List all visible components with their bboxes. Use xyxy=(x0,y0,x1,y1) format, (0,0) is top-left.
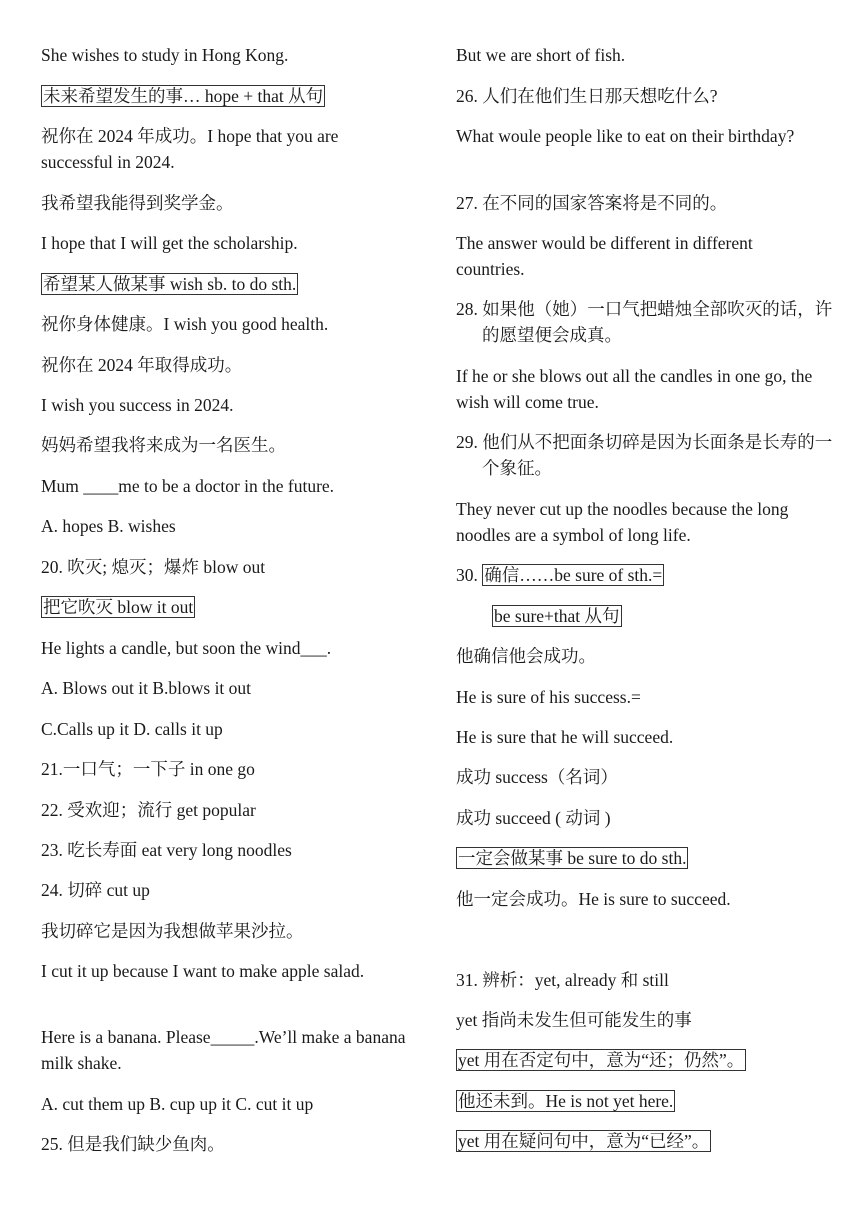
text-line: 27. 在不同的国家答案将是不同的。 xyxy=(456,193,728,213)
text-line: I wish you success in 2024. xyxy=(41,395,234,415)
boxed-note-text: 一定会做某事 be sure to do sth. xyxy=(458,848,687,868)
text-line: He lights a candle, but soon the wind___. xyxy=(41,638,332,658)
text-line: yet 指尚未发生但可能发生的事 xyxy=(456,1010,692,1030)
text-line: 成功 success（名词） xyxy=(456,767,618,787)
text-line: What woule people like to eat on their birthday? xyxy=(456,126,795,146)
boxed-note xyxy=(41,83,325,109)
text-line: 24. 切碎 cut up xyxy=(41,880,150,900)
boxed-note-text: yet 用在疑问句中，意为“已经”。 xyxy=(458,1131,710,1151)
text-line: He is sure that he will succeed. xyxy=(456,727,674,747)
text-line: They never cut up the noodles because the long noodles are a symbol of long life. xyxy=(456,499,789,545)
text-line: 祝你在 2024 年成功。I hope that you are successful in 2024. xyxy=(41,126,339,172)
text-line: 26. 人们在他们生日那天想吃什么? xyxy=(456,86,718,106)
boxed-note-text: be sure+that 从句 xyxy=(494,606,620,626)
text-line: Here is a banana. Please_____.We’ll make a banana milk shake. xyxy=(41,1027,406,1073)
text-line: 22. 受欢迎；流行 get popular xyxy=(41,800,256,820)
text-line: A. hopes B. wishes xyxy=(41,516,176,536)
text-line: A. cut them up B. cup up it C. cut it up xyxy=(41,1094,314,1114)
boxed-note xyxy=(41,271,298,297)
text-line: 29. 他们从不把面条切碎是因为长面条是长寿的一个象征。 xyxy=(456,432,833,478)
text-line: I hope that I will get the scholarship. xyxy=(41,233,298,253)
boxed-note xyxy=(456,1088,675,1114)
boxed-note-text: yet 用在否定句中，意为“还；仍然”。 xyxy=(458,1050,745,1070)
boxed-note-text: 未来希望发生的事… hope + that 从句 xyxy=(43,86,324,106)
text-line: 成功 succeed ( 动词 ) xyxy=(456,808,611,828)
text-line: He is sure of his success.= xyxy=(456,687,641,707)
text-line: A. Blows out it B.blows it out xyxy=(41,678,252,698)
text-line: 21.一口气；一下子 in one go xyxy=(41,759,255,779)
boxed-note xyxy=(456,1047,746,1073)
text-line: But we are short of fish. xyxy=(456,45,626,65)
text-line: The answer would be different in different countries. xyxy=(456,233,753,279)
text-line: 20. 吹灭; 熄灭；爆炸 blow out xyxy=(41,557,266,577)
boxed-note xyxy=(492,603,622,629)
text-line: I cut it up because I want to make apple salad. xyxy=(41,961,365,981)
boxed-note xyxy=(456,845,688,871)
text-line: If he or she blows out all the candles in one go, the wish will come true. xyxy=(456,366,813,412)
text-line: 25. 但是我们缺少鱼肉。 xyxy=(41,1134,225,1154)
boxed-note-text: 希望某人做某事 wish sb. to do sth. xyxy=(43,274,297,294)
text-line: 23. 吃长寿面 eat very long noodles xyxy=(41,840,292,860)
text-line: 妈妈希望我将来成为一名医生。 xyxy=(41,435,286,455)
boxed-note xyxy=(41,594,195,620)
text-line: 我希望我能得到奖学金。 xyxy=(41,193,234,213)
boxed-note-text: 他还未到。He is not yet here. xyxy=(458,1091,674,1111)
text-line: 他一定会成功。He is sure to succeed. xyxy=(456,889,731,909)
text-line: C.Calls up it D. calls it up xyxy=(41,719,223,739)
item-number: 30. xyxy=(456,565,483,585)
text-line: 祝你在 2024 年取得成功。 xyxy=(41,355,243,375)
boxed-note xyxy=(456,562,664,588)
text-line: 31. 辨析：yet, already 和 still xyxy=(456,970,669,990)
boxed-note-text: 确信……be sure of sth.= xyxy=(484,565,663,585)
boxed-note xyxy=(456,1128,711,1154)
text-line: 我切碎它是因为我想做苹果沙拉。 xyxy=(41,921,304,941)
boxed-note-text: 把它吹灭 blow it out xyxy=(43,597,194,617)
text-line: 28. 如果他（她）一口气把蜡烛全部吹灭的话，许的愿望便会成真。 xyxy=(456,299,833,345)
text-line: 祝你身体健康。I wish you good health. xyxy=(41,314,329,334)
text-line: 他确信他会成功。 xyxy=(456,646,596,666)
text-line: Mum ____me to be a doctor in the future. xyxy=(41,476,335,496)
text-line: She wishes to study in Hong Kong. xyxy=(41,45,289,65)
